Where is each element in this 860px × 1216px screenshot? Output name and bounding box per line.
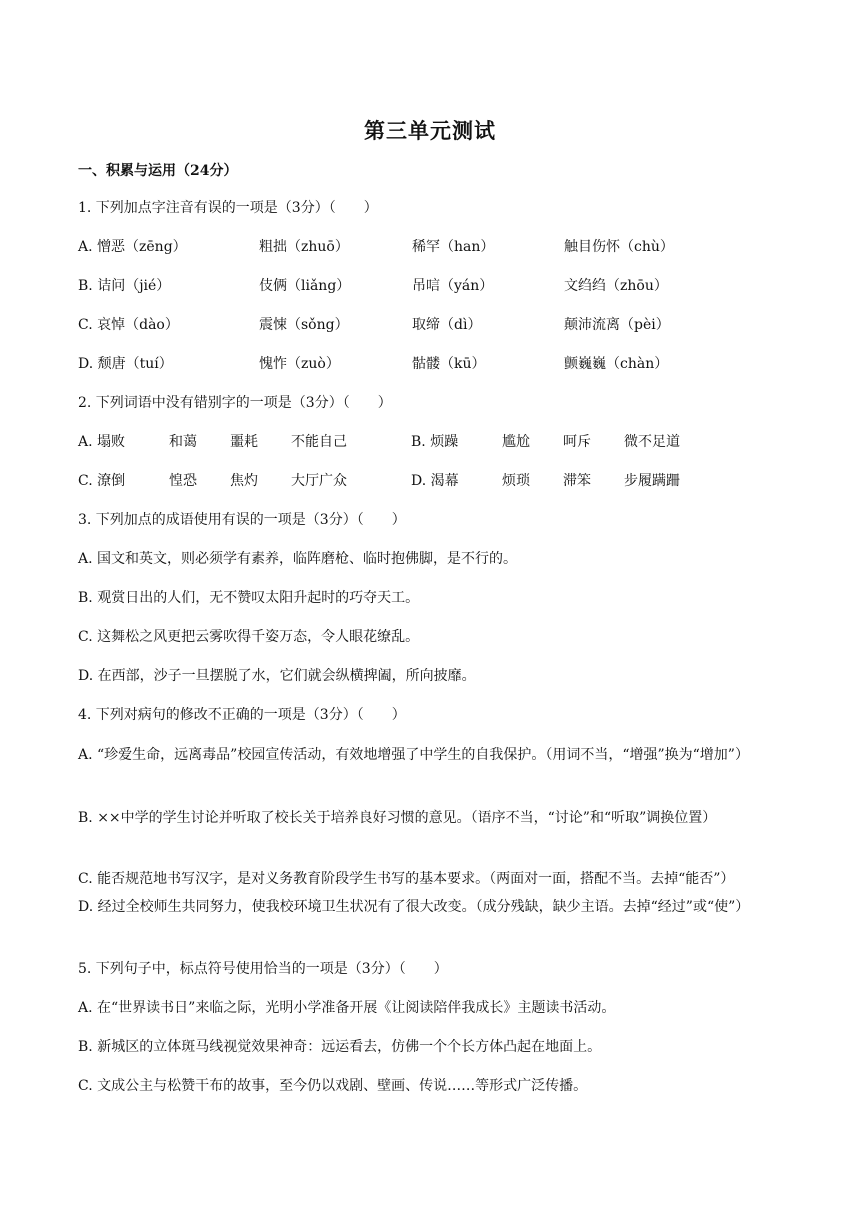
question-5-option-c: C. 文成公主与松赞干布的故事，至今仍以戏剧、壁画、传说……等形式广泛传播。 (78, 1078, 588, 1094)
q2-r2-2: 惶恐 (169, 473, 197, 489)
q1-a-3: 稀罕（han） (412, 239, 495, 255)
q1-c-3: 取缔（dì） (412, 317, 482, 333)
question-5-option-a: A. 在“世界读书日”来临之际，光明小学准备开展《让阅读陪伴我成长》主题读书活动。 (78, 1000, 616, 1016)
q1-c-4: 颠沛流离（pèi） (564, 317, 670, 333)
q1-b-3: 吊唁（yán） (412, 278, 494, 294)
question-4-option-d: D. 经过全校师生共同努力，使我校环境卫生状况有了很大改变。（成分残缺，缺少主语。去掉“经过”或“使”） (78, 899, 750, 915)
question-4-option-a: A. “珍爱生命，远离毒品”校园宣传活动，有效地增强了中学生的自我保护。（用词不当，“增强”换为“增加”） (78, 747, 749, 763)
question-3-stem: 3. 下列加点的成语使用有误的一项是（3分）（ ） (78, 512, 406, 528)
q1-c-1: C. 哀悼（dào） (78, 317, 179, 333)
q2-r2-5: D. 渴幕 (411, 473, 459, 489)
question-1-stem: 1. 下列加点字注音有误的一项是（3分）（ ） (78, 200, 378, 216)
q1-d-4: 颤巍巍（chàn） (564, 356, 669, 372)
q1-a-4: 触目伤怀（chù） (564, 239, 674, 255)
q1-a-2: 粗拙（zhuō） (259, 239, 349, 255)
q1-b-2: 伎俩（liǎng） (259, 278, 351, 294)
q1-a-1: A. 憎恶（zēng） (78, 239, 187, 255)
q1-d-1: D. 颓唐（tuí） (78, 356, 173, 372)
q2-r1-8: 微不足道 (624, 434, 680, 450)
section-heading: 一、积累与运用（24分） (78, 163, 238, 179)
q2-r1-7: 呵斥 (563, 434, 591, 450)
question-3-option-b: B. 观赏日出的人们，无不赞叹太阳升起时的巧夺天工。 (78, 590, 420, 606)
question-3-option-a: A. 国文和英文，则必须学有素养，临阵磨枪、临时抱佛脚，是不行的。 (78, 551, 518, 567)
question-4-stem: 4. 下列对病句的修改不正确的一项是（3分）（ ） (78, 707, 406, 723)
question-5-stem: 5. 下列句子中，标点符号使用恰当的一项是（3分）（ ） (78, 961, 448, 977)
page-title: 第三单元测试 (364, 118, 496, 143)
q2-r1-2: 和蔼 (169, 434, 197, 450)
question-4-option-b: B. ××中学的学生讨论并听取了校长关于培养良好习惯的意见。（语序不当，“讨论”和“听取”调换位置） (78, 810, 717, 826)
q2-r2-4: 大厅广众 (291, 473, 347, 489)
q1-b-1: B. 诘问（jié） (78, 278, 171, 294)
q2-r1-1: A. 塌败 (78, 434, 126, 450)
q1-d-3: 骷髅（kū） (412, 356, 486, 372)
q2-r2-6: 烦琐 (502, 473, 530, 489)
question-4-option-c: C. 能否规范地书写汉字，是对义务教育阶段学生书写的基本要求。（两面对一面，搭配不当。去掉“能否”） (78, 871, 735, 887)
question-3-option-d: D. 在西部，沙子一旦摆脱了水，它们就会纵横捭阖，所向披靡。 (78, 668, 476, 684)
question-5-option-b: B. 新城区的立体斑马线视觉效果神奇：远运看去，仿佛一个个长方体凸起在地面上。 (78, 1039, 602, 1055)
q2-r2-8: 步履蹒跚 (624, 473, 680, 489)
q2-r1-4: 不能自己 (291, 434, 347, 450)
q1-c-2: 震悚（sǒng） (259, 317, 349, 333)
q2-r2-1: C. 潦倒 (78, 473, 126, 489)
q1-d-2: 愧怍（zuò） (259, 356, 340, 372)
question-2-stem: 2. 下列词语中没有错别字的一项是（3分）（ ） (78, 395, 392, 411)
q2-r2-3: 焦灼 (230, 473, 258, 489)
question-3-option-c: C. 这舞松之风更把云雾吹得千姿万态，令人眼花缭乱。 (78, 629, 420, 645)
q2-r1-3: 噩耗 (230, 434, 258, 450)
q2-r1-5: B. 烦躁 (411, 434, 459, 450)
q2-r2-7: 滞笨 (563, 473, 591, 489)
q2-r1-6: 尴尬 (502, 434, 530, 450)
q1-b-4: 文绉绉（zhōu） (564, 278, 668, 294)
